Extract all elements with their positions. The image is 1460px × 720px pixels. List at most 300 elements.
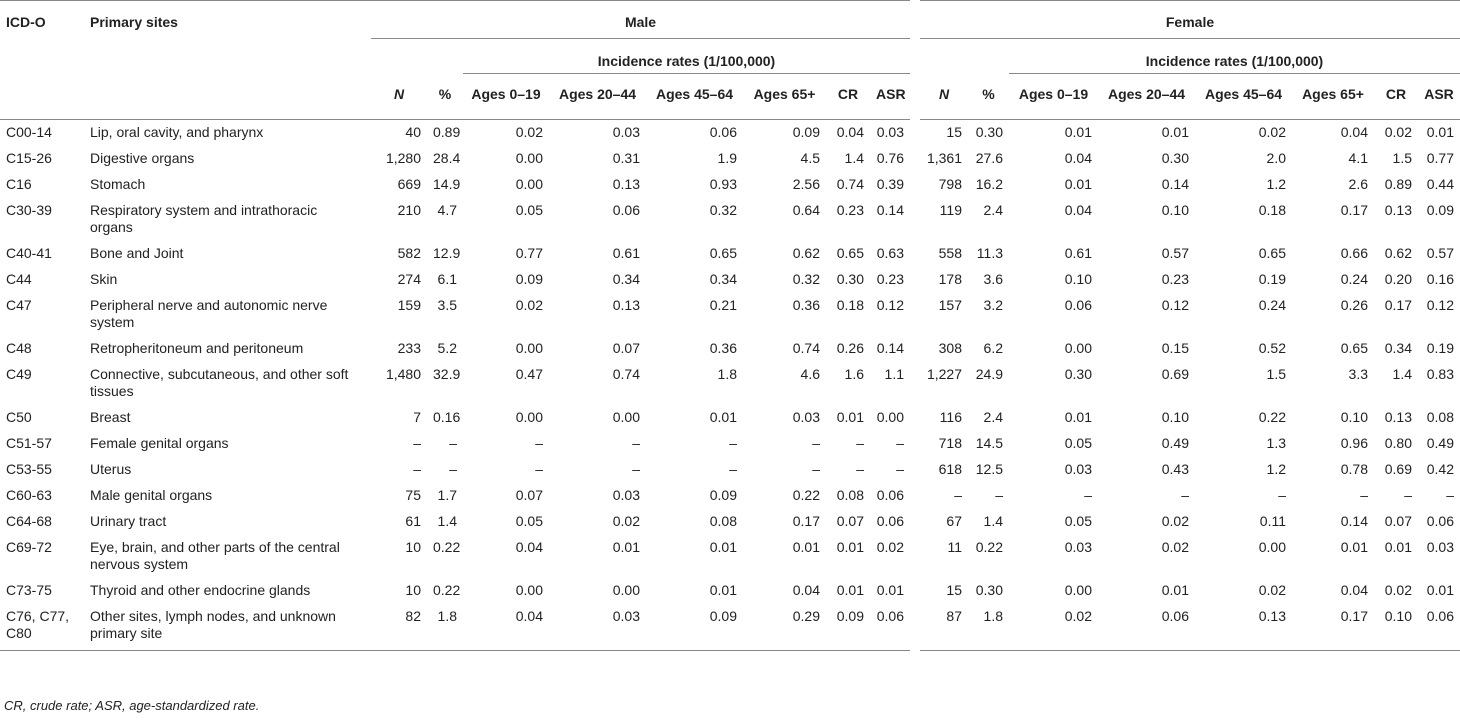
male-value: –: [896, 435, 904, 451]
male-value: –: [632, 435, 640, 451]
male-value: 12.9: [433, 245, 461, 261]
male-value: 0.65: [709, 245, 737, 261]
table-row: [0, 431, 1460, 457]
female-value: 308: [915, 336, 968, 362]
female-value: 0.16: [1426, 271, 1454, 287]
female-value: 0.69: [1161, 366, 1189, 382]
table-row: [0, 198, 1460, 241]
female-value: 6.2: [983, 340, 1003, 356]
primary-site: Peripheral nerve and autonomic nerve system: [90, 297, 328, 330]
female-value: –: [1360, 487, 1368, 503]
icd-code: C53-55: [6, 461, 52, 477]
female-value: 0.06: [1098, 604, 1195, 651]
female-value: 1.3: [1266, 435, 1286, 451]
male-value: 0.02: [515, 124, 543, 140]
icd-code: C51-57: [6, 435, 52, 451]
male-value: 0.63: [876, 245, 904, 261]
female-value: 0.04: [1064, 202, 1092, 218]
female-value: 0.10: [1161, 202, 1189, 218]
female-value: 0.00: [1258, 539, 1286, 555]
icd-code: C44: [6, 271, 32, 287]
female-value: 1.5: [1266, 366, 1286, 382]
male-value: –: [632, 461, 640, 477]
primary-site: Male genital organs: [90, 487, 213, 503]
header-sites: Primary sites: [90, 14, 178, 30]
male-value: 0.03: [612, 487, 640, 503]
female-value: 24.9: [975, 366, 1003, 382]
female-value: 1.2: [1266, 461, 1286, 477]
female-value: 0.01: [1426, 124, 1454, 140]
female-value: 0.49: [1426, 435, 1454, 451]
female-value: 0.10: [1340, 409, 1368, 425]
male-value: 0.74: [612, 366, 640, 382]
female-column-header: %: [968, 74, 1009, 120]
female-value: 0.02: [1161, 539, 1189, 555]
table-row: [0, 120, 1460, 147]
female-value: –: [995, 487, 1003, 503]
female-column-header: N: [915, 74, 968, 120]
male-value: 0.22: [433, 539, 461, 555]
header-female: Female: [915, 1, 1460, 39]
male-value: 10: [405, 539, 421, 555]
female-value: 0.02: [1009, 604, 1098, 651]
male-value: 4.6: [800, 366, 820, 382]
female-value: 0.19: [1426, 340, 1454, 356]
female-value: 0.06: [1426, 513, 1454, 529]
female-value: 0.02: [1384, 582, 1412, 598]
female-value: 0.01: [1064, 176, 1092, 192]
female-value: 0.65: [1340, 340, 1368, 356]
female-value: 0.08: [1426, 409, 1454, 425]
female-value: 0.19: [1258, 271, 1286, 287]
male-value: 0.00: [515, 176, 543, 192]
female-value: 0.04: [1340, 582, 1368, 598]
male-value: 32.9: [433, 366, 461, 382]
primary-site: Bone and Joint: [90, 245, 184, 261]
female-value: 0.17: [1384, 297, 1412, 313]
female-value: –: [1084, 487, 1092, 503]
male-value: –: [449, 435, 457, 451]
female-value: –: [1446, 487, 1454, 503]
male-value: 14.9: [433, 176, 461, 192]
female-value: 87: [915, 604, 968, 651]
female-value: 0.13: [1384, 202, 1412, 218]
female-value: 0.09: [1426, 202, 1454, 218]
male-value: 0.09: [826, 604, 870, 651]
male-value: 5.2: [437, 340, 457, 356]
female-value: 0.17: [1340, 202, 1368, 218]
female-value: 0.23: [1161, 271, 1189, 287]
male-value: 4.5: [800, 150, 820, 166]
male-value: 0.04: [792, 582, 820, 598]
primary-site: Skin: [90, 271, 118, 287]
female-value: 0.01: [1161, 124, 1189, 140]
male-value: 0.06: [612, 202, 640, 218]
table-row: [0, 483, 1460, 509]
table-row: [0, 509, 1460, 535]
male-value: –: [856, 461, 864, 477]
male-value: 0.23: [836, 202, 864, 218]
female-value: 558: [915, 241, 968, 267]
male-value: 0.00: [515, 582, 543, 598]
female-value: 0.15: [1161, 340, 1189, 356]
male-value: 40: [405, 124, 421, 140]
male-column-header: Ages 45–64: [646, 74, 743, 120]
female-value: 0.49: [1161, 435, 1189, 451]
female-value: 1.2: [1266, 176, 1286, 192]
female-value: 1.8: [968, 604, 1009, 651]
female-value: 0.80: [1384, 435, 1412, 451]
primary-site: Eye, brain, and other parts of the central nervous system: [90, 539, 340, 572]
male-value: 0.03: [876, 124, 904, 140]
male-column-header: Ages 65+: [743, 74, 826, 120]
male-value: 0.31: [612, 150, 640, 166]
icd-code: C40-41: [6, 245, 52, 261]
male-value: 1.9: [717, 150, 737, 166]
male-column-header: Ages 0–19: [463, 74, 549, 120]
icd-code: C76, C77, C80: [0, 604, 84, 651]
female-value: 0.57: [1161, 245, 1189, 261]
male-value: 0.01: [709, 582, 737, 598]
male-value: 0.23: [876, 271, 904, 287]
male-value: 1.1: [884, 366, 904, 382]
male-value: 0.93: [709, 176, 737, 192]
male-value: –: [413, 435, 421, 451]
male-value: 0.01: [709, 539, 737, 555]
male-value: 0.06: [876, 487, 904, 503]
male-value: 0.14: [876, 340, 904, 356]
female-value: 0.10: [1161, 409, 1189, 425]
male-value: 0.06: [870, 604, 915, 651]
female-value: 0.11: [1259, 513, 1286, 529]
male-value: 1.8: [717, 366, 737, 382]
female-value: 0.22: [975, 539, 1003, 555]
female-value: 618: [915, 457, 968, 483]
header-female-incidence: Incidence rates (1/100,000): [1009, 39, 1460, 74]
male-value: 0.76: [876, 150, 904, 166]
female-value: 116: [915, 405, 968, 431]
female-value: 3.6: [983, 271, 1003, 287]
table-footnote: CR, crude rate; ASR, age-standardized rate.: [4, 698, 260, 713]
female-value: 0.96: [1340, 435, 1368, 451]
female-value: 0.30: [1064, 366, 1092, 382]
female-column-header: ASR: [1418, 74, 1460, 120]
female-value: 0.00: [1064, 340, 1092, 356]
female-value: 0.13: [1195, 604, 1292, 651]
male-value: 2.56: [792, 176, 820, 192]
icd-code: C47: [6, 297, 32, 313]
female-value: 4.1: [1348, 150, 1368, 166]
female-value: 0.05: [1064, 435, 1092, 451]
icd-code: C50: [6, 409, 32, 425]
male-value: 1.8: [427, 604, 463, 651]
male-value: 0.03: [792, 409, 820, 425]
male-value: 0.03: [612, 124, 640, 140]
male-value: 0.18: [836, 297, 864, 313]
male-value: 0.29: [743, 604, 826, 651]
female-column-header: CR: [1374, 74, 1418, 120]
female-value: 0.06: [1418, 604, 1460, 651]
male-value: 0.01: [876, 582, 904, 598]
male-column-header: ASR: [870, 74, 915, 120]
female-value: 0.83: [1426, 366, 1454, 382]
male-value: 0.74: [836, 176, 864, 192]
female-value: 0.65: [1258, 245, 1286, 261]
male-value: 10: [405, 582, 421, 598]
male-value: 0.09: [646, 604, 743, 651]
male-value: 669: [397, 176, 421, 192]
table-row: [0, 604, 1460, 651]
icd-code: C48: [6, 340, 32, 356]
male-value: 233: [397, 340, 421, 356]
female-value: 0.30: [975, 582, 1003, 598]
male-value: 0.01: [709, 409, 737, 425]
male-value: 0.62: [792, 245, 820, 261]
male-value: 0.03: [549, 604, 646, 651]
male-value: –: [896, 461, 904, 477]
primary-site: Uterus: [90, 461, 132, 477]
female-value: 0.14: [1161, 176, 1189, 192]
male-column-header: CR: [826, 74, 870, 120]
female-value: 1.4: [983, 513, 1003, 529]
female-value: 0.42: [1426, 461, 1454, 477]
header-icd: ICD-O: [6, 14, 46, 30]
female-value: 0.03: [1426, 539, 1454, 555]
icd-code: C64-68: [6, 513, 52, 529]
female-value: 0.18: [1258, 202, 1286, 218]
male-value: 0.07: [612, 340, 640, 356]
female-value: 178: [915, 267, 968, 293]
column-header-empty: [84, 74, 371, 120]
male-value: 0.65: [836, 245, 864, 261]
female-value: 1.5: [1392, 150, 1412, 166]
male-value: 0.34: [709, 271, 737, 287]
male-value: 0.12: [876, 297, 904, 313]
male-value: –: [729, 435, 737, 451]
table-row: [0, 241, 1460, 267]
primary-site: Thyroid and other endocrine glands: [90, 582, 311, 598]
female-value: 67: [915, 509, 968, 535]
female-value: –: [1278, 487, 1286, 503]
female-value: 1.4: [1392, 366, 1412, 382]
male-column-header: N: [371, 74, 427, 120]
male-value: 0.34: [612, 271, 640, 287]
male-value: 1.7: [437, 487, 457, 503]
female-value: 2.0: [1266, 150, 1286, 166]
table-row: [0, 578, 1460, 604]
primary-site: Breast: [90, 409, 131, 425]
male-value: 0.02: [876, 539, 904, 555]
female-value: 0.04: [1064, 150, 1092, 166]
male-value: 0.01: [792, 539, 820, 555]
male-value: 0.47: [515, 366, 543, 382]
male-value: 0.26: [836, 340, 864, 356]
table-row: [0, 535, 1460, 578]
male-value: 0.01: [836, 409, 864, 425]
female-column-header: Ages 65+: [1292, 74, 1374, 120]
female-value: 0.52: [1258, 340, 1286, 356]
table-row: [0, 457, 1460, 483]
male-value: 6.1: [437, 271, 457, 287]
male-value: 1,480: [385, 366, 421, 382]
table-row: [0, 146, 1460, 172]
female-value: 3.2: [983, 297, 1003, 313]
primary-site: Digestive organs: [90, 150, 195, 166]
male-value: 0.30: [836, 271, 864, 287]
male-value: 0.02: [612, 513, 640, 529]
female-value: 0.14: [1340, 513, 1368, 529]
male-value: 0.07: [836, 513, 864, 529]
female-value: 0.12: [1161, 297, 1189, 313]
female-value: 0.89: [1384, 176, 1412, 192]
icd-code: C16: [6, 176, 32, 192]
male-value: 75: [405, 487, 421, 503]
female-value: 0.02: [1384, 124, 1412, 140]
female-value: 0.17: [1292, 604, 1374, 651]
male-value: 3.5: [437, 297, 457, 313]
male-value: 0.32: [792, 271, 820, 287]
icd-code: C49: [6, 366, 32, 382]
male-value: 0.00: [876, 409, 904, 425]
female-value: 0.01: [1340, 539, 1368, 555]
table-row: [0, 362, 1460, 405]
female-value: 0.04: [1340, 124, 1368, 140]
female-value: 0.26: [1340, 297, 1368, 313]
icd-code: C73-75: [6, 582, 52, 598]
male-value: 0.21: [709, 297, 737, 313]
female-value: 0.01: [1161, 582, 1189, 598]
female-column-header: Ages 20–44: [1098, 74, 1195, 120]
male-value: 0.00: [612, 582, 640, 598]
male-value: 0.05: [515, 202, 543, 218]
male-value: 0.22: [792, 487, 820, 503]
female-value: –: [1181, 487, 1189, 503]
icd-code: C00-14: [6, 124, 52, 140]
male-value: 1.6: [844, 366, 864, 382]
male-value: 0.04: [515, 539, 543, 555]
female-value: 0.01: [1384, 539, 1412, 555]
male-value: 0.36: [792, 297, 820, 313]
icd-code: C15-26: [6, 150, 52, 166]
female-value: 0.22: [1258, 409, 1286, 425]
female-value: 0.24: [1258, 297, 1286, 313]
male-value: 274: [397, 271, 421, 287]
male-value: 0.00: [515, 150, 543, 166]
male-value: 159: [397, 297, 421, 313]
male-value: 0.01: [836, 539, 864, 555]
female-value: 2.4: [983, 202, 1003, 218]
male-value: 0.06: [876, 513, 904, 529]
male-value: –: [535, 461, 543, 477]
female-value: 0.01: [1426, 582, 1454, 598]
male-value: 1.4: [437, 513, 457, 529]
primary-site: Respiratory system and intrathoracic organs: [90, 202, 318, 235]
female-value: 0.61: [1064, 245, 1092, 261]
male-value: 0.22: [433, 582, 461, 598]
female-value: 11: [915, 535, 968, 578]
female-value: 0.10: [1064, 271, 1092, 287]
primary-site: Female genital organs: [90, 435, 229, 451]
male-value: –: [449, 461, 457, 477]
female-value: 0.30: [1161, 150, 1189, 166]
icd-code: C60-63: [6, 487, 52, 503]
female-value: 0.02: [1258, 124, 1286, 140]
male-value: 0.13: [612, 297, 640, 313]
table-row: [0, 293, 1460, 336]
female-value: 119: [915, 198, 968, 241]
male-value: 0.09: [515, 271, 543, 287]
icd-code: C69-72: [6, 539, 52, 555]
female-value: 0.01: [1064, 124, 1092, 140]
male-value: 0.00: [515, 340, 543, 356]
male-value: 7: [413, 409, 421, 425]
female-value: 157: [915, 293, 968, 336]
female-value: 0.78: [1340, 461, 1368, 477]
male-value: 1.4: [844, 150, 864, 166]
male-value: –: [856, 435, 864, 451]
female-value: 0.02: [1258, 582, 1286, 598]
male-value: 0.08: [709, 513, 737, 529]
male-value: 28.4: [433, 150, 461, 166]
male-value: 0.14: [876, 202, 904, 218]
female-value: 0.06: [1064, 297, 1092, 313]
male-value: 0.00: [612, 409, 640, 425]
male-value: 0.04: [463, 604, 549, 651]
header-male-incidence: Incidence rates (1/100,000): [463, 39, 915, 74]
female-value: 0.34: [1384, 340, 1412, 356]
male-value: –: [535, 435, 543, 451]
male-value: 0.09: [792, 124, 820, 140]
female-value: 0.20: [1384, 271, 1412, 287]
icd-code: C30-39: [6, 202, 52, 218]
male-value: 0.64: [792, 202, 820, 218]
male-value: 0.05: [515, 513, 543, 529]
female-value: 2.6: [1348, 176, 1368, 192]
female-value: 0.66: [1340, 245, 1368, 261]
table-row: [0, 405, 1460, 431]
male-value: 0.17: [792, 513, 820, 529]
primary-site: Stomach: [90, 176, 146, 192]
male-column-header: Ages 20–44: [549, 74, 646, 120]
male-value: –: [812, 435, 820, 451]
female-value: 0.03: [1064, 461, 1092, 477]
female-value: 12.5: [975, 461, 1003, 477]
female-value: 27.6: [975, 150, 1003, 166]
male-value: –: [812, 461, 820, 477]
primary-site: Connective, subcutaneous, and other soft tissues: [90, 366, 349, 399]
female-value: 0.43: [1161, 461, 1189, 477]
male-value: 82: [371, 604, 427, 651]
female-value: 11.3: [976, 245, 1003, 261]
female-value: 0.13: [1384, 409, 1412, 425]
female-value: 3.3: [1348, 366, 1368, 382]
female-value: 2.4: [983, 409, 1003, 425]
female-column-header: Ages 0–19: [1009, 74, 1098, 120]
male-column-header: %: [427, 74, 463, 120]
male-value: 1,280: [385, 150, 421, 166]
female-value: 1,227: [915, 362, 968, 405]
table-row: [0, 172, 1460, 198]
male-value: 0.16: [433, 409, 461, 425]
female-value: 15: [915, 120, 968, 147]
male-value: 0.09: [709, 487, 737, 503]
male-value: 0.06: [709, 124, 737, 140]
female-value: 0.44: [1426, 176, 1454, 192]
male-value: 0.39: [876, 176, 904, 192]
female-value: 0.12: [1426, 297, 1454, 313]
female-value: 0.24: [1340, 271, 1368, 287]
female-value: 0.69: [1384, 461, 1412, 477]
